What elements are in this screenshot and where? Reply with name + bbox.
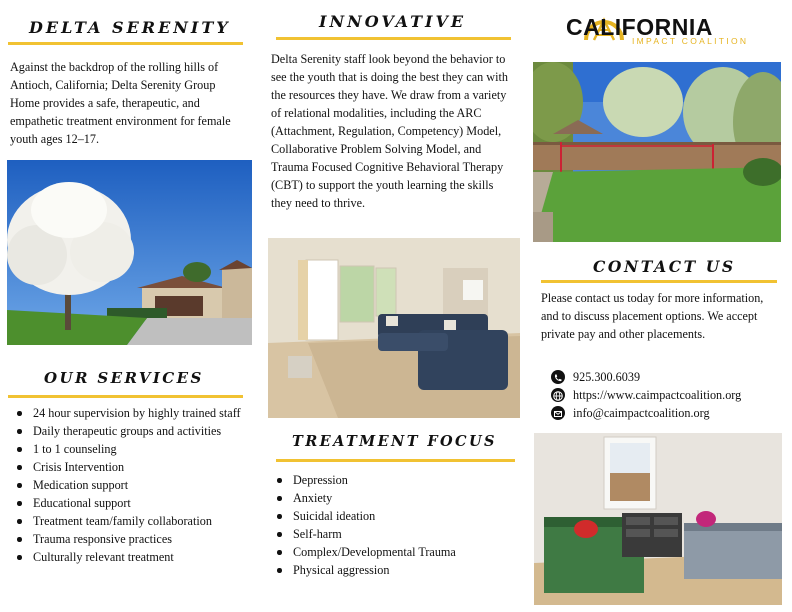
treatment-focus-list <box>273 471 527 579</box>
list-item: Educational support <box>27 494 267 512</box>
heading-rule <box>276 37 511 40</box>
phone-row <box>551 368 640 386</box>
list-item: Self-harm <box>287 525 527 543</box>
phone-icon <box>551 370 565 384</box>
list-item: 24 hour supervision by highly trained staff <box>27 404 267 422</box>
backyard-photo <box>533 62 781 242</box>
email-icon <box>551 406 565 420</box>
services-list <box>13 404 267 566</box>
globe-icon <box>551 388 565 402</box>
contact-us-heading: CONTACT US <box>593 257 736 276</box>
living-room-photo <box>268 238 520 418</box>
intro-paragraph: Against the backdrop of the rolling hills of Antioch, California; Delta Serenity Group Home provides a safe, therapeutic, and empathetic treatment environment for female youth ages 12–17. <box>10 60 231 146</box>
list-item: Crisis Intervention <box>27 458 267 476</box>
list-item: Complex/Developmental Trauma <box>287 543 527 561</box>
list-item: Trauma responsive practices <box>27 530 267 548</box>
house-exterior-photo <box>7 160 252 345</box>
bedroom-photo <box>534 433 782 605</box>
website-link[interactable]: https://www.caimpactcoalition.org <box>573 387 742 402</box>
list-item: Medication support <box>27 476 267 494</box>
treatment-focus-heading: TREATMENT FOCUS <box>292 433 497 450</box>
list-item: Depression <box>287 471 527 489</box>
list-item: Physical aggression <box>287 561 527 579</box>
heading-rule <box>276 459 515 462</box>
delta-serenity-heading: DELTA SERENITY <box>29 18 231 37</box>
heading-rule <box>8 395 243 398</box>
list-item: Treatment team/family collaboration <box>27 512 267 530</box>
list-item: Suicidal ideation <box>287 507 527 525</box>
list-item: Daily therapeutic groups and activities <box>27 422 267 440</box>
logo-wordmark: CALIFORNIA <box>566 14 713 40</box>
innovative-paragraph: Delta Serenity staff look beyond the behavior to see the youth that is doing the best they can with the resources they have. We draw from a variety of relational modalities, including the ARC (Attachment, Regulation, Competency) Model, Collaborative Problem Solving Model, and Trauma Focused Cognitive Behavioral Therapy (CBT) to support the youth learning the skills they need to thrive. <box>271 52 508 210</box>
list-item: 1 to 1 counseling <box>27 440 267 458</box>
email-row <box>551 404 710 422</box>
innovative-heading: INNOVATIVE <box>319 12 467 31</box>
email-link[interactable]: info@caimpactcoalition.org <box>573 405 710 420</box>
phone-number[interactable]: 925.300.6039 <box>573 369 641 384</box>
list-item: Culturally relevant treatment <box>27 548 267 566</box>
heading-rule <box>541 280 777 283</box>
heading-rule <box>8 42 243 45</box>
contact-paragraph: Please contact us today for more information, and to discuss placement options. We accept private pay and other placements. <box>541 291 764 341</box>
logo-tagline: IMPACT COALITION <box>632 36 749 46</box>
website-row <box>551 386 741 404</box>
our-services-heading: OUR SERVICES <box>44 369 204 387</box>
list-item: Anxiety <box>287 489 527 507</box>
california-impact-coalition-logo <box>566 6 756 46</box>
